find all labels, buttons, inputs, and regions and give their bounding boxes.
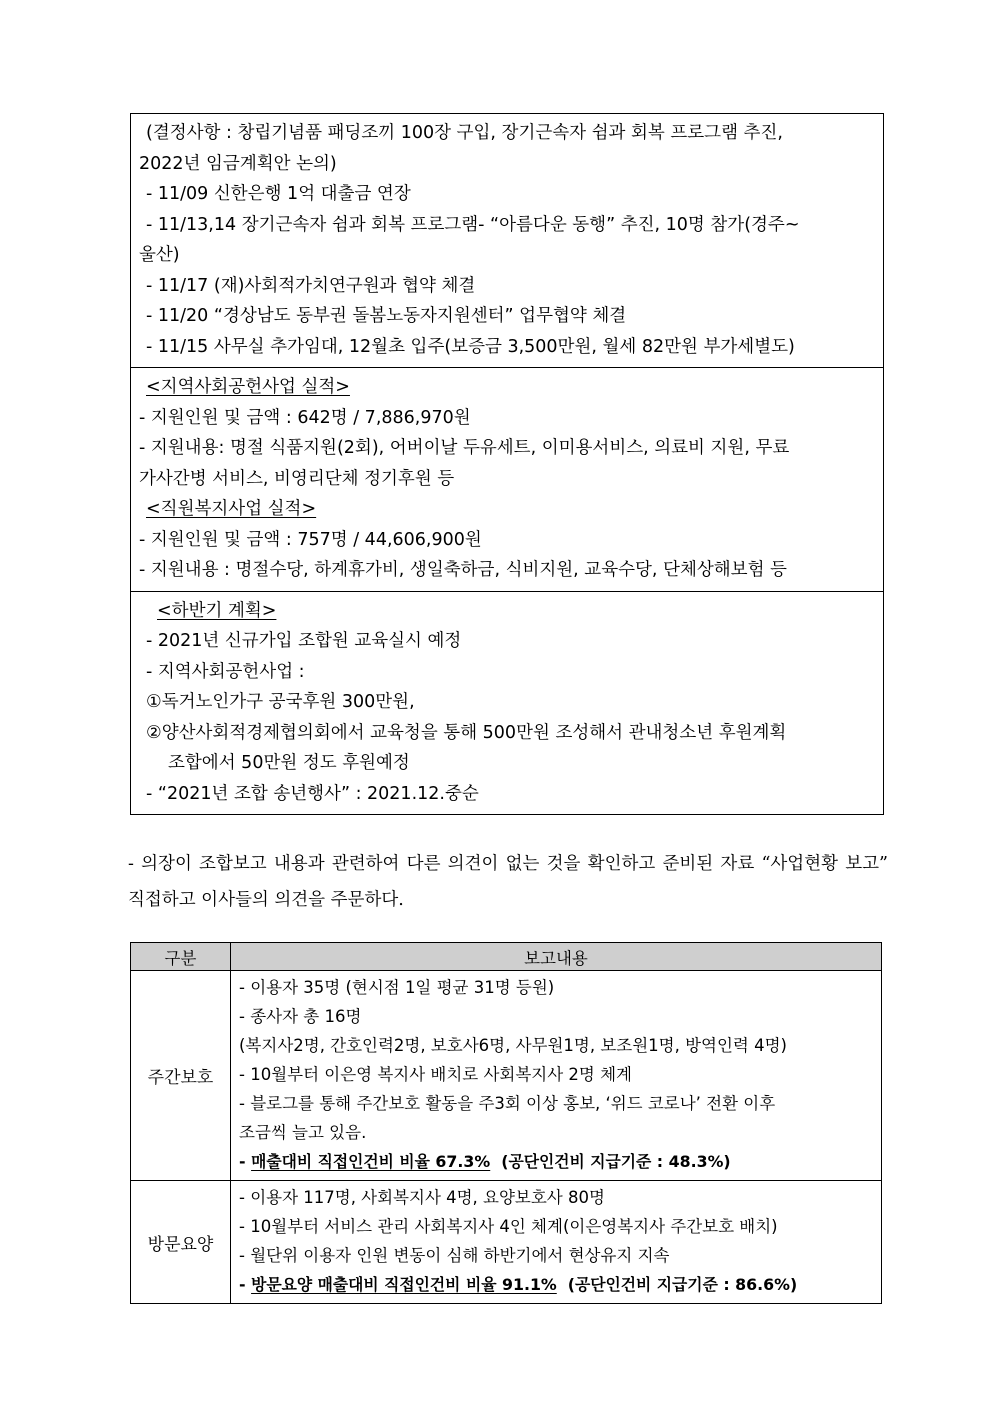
decision-line: - 11/13,14 장기근속자 쉼과 회복 프로그램- “아름다운 동행” 추진, 10명 참가(경주~ xyxy=(146,214,800,235)
community-line: - 지원인원 및 금액 : 642명 / 7,886,970원 xyxy=(139,407,471,428)
plan-line: 조합에서 50만원 정도 후원예정 xyxy=(168,753,410,773)
decision-line: - 11/15 사무실 추가임대, 12월초 입주(보증금 3,500만원, 월세 82만원 부가세별도) xyxy=(146,336,795,357)
header-content: 보고내용 xyxy=(231,943,882,971)
plan-line: - 지역사회공헌사업 : xyxy=(146,661,305,682)
labor-cost-ratio: 방문요양 매출대비 직접인건비 비율 91.1% xyxy=(251,1275,557,1294)
labor-cost-ratio: 매출대비 직접인건비 비율 67.3% xyxy=(251,1152,491,1171)
decision-line: - 11/20 “경상남도 동부권 돌봄노동자지원센터” 업무협약 체결 xyxy=(146,306,627,326)
decisions-section xyxy=(131,114,883,368)
plan-line: - “2021년 조합 송년행사” : 2021.12.중순 xyxy=(146,783,479,804)
category-cell: 주간보호 xyxy=(131,971,231,1181)
labor-cost-standard: (공단인건비 지급기준 : 48.3%) xyxy=(501,1152,731,1171)
plan-section xyxy=(131,592,883,815)
decision-line: 울산) xyxy=(139,245,180,265)
labor-cost-standard: (공단인건비 지급기준 : 86.6%) xyxy=(567,1275,798,1294)
table-row xyxy=(131,971,882,1181)
welfare-line: - 지원내용 : 명절수당, 하계휴가비, 생일축하금, 식비지원, 교육수당, 단체상해보험 등 xyxy=(139,560,787,580)
plan-line: ②양산사회적경제협의회에서 교육청을 통해 500만원 조성해서 관내청소년 후원계획 xyxy=(146,722,787,743)
performance-section xyxy=(131,368,883,592)
category-cell: 방문요양 xyxy=(131,1181,231,1304)
business-report-box xyxy=(130,113,884,815)
table-header-row xyxy=(131,943,882,971)
chair-paragraph: - 의장이 조합보고 내용과 관련하여 다른 의견이 없는 것을 확인하고 준비된 자료 “사업현황 보고” 직접하고 이사들의 의견을 주문하다. xyxy=(128,854,888,910)
welfare-line: - 지원인원 및 금액 : 757명 / 44,606,900원 xyxy=(139,529,482,550)
content-cell xyxy=(231,971,882,1181)
decision-line: - 11/17 (재)사회적가치연구원과 협약 체결 xyxy=(146,275,476,296)
report-line: - 월단위 이용자 인원 변동이 심해 하반기에서 현상유지 지속 xyxy=(239,1246,670,1265)
community-line: - 지원내용: 명절 식품지원(2회), 어버이날 두유세트, 이미용서비스, 의료비 지원, 무료 xyxy=(139,438,790,458)
decision-line: 2022년 임금계획안 논의) xyxy=(139,153,337,174)
report-line: - 이용자 117명, 사회복지사 4명, 요양보호사 80명 xyxy=(239,1188,605,1207)
report-line: 조금씩 늘고 있음. xyxy=(239,1123,367,1142)
community-heading: <지역사회공헌사업 실적> xyxy=(146,377,350,397)
report-table xyxy=(130,942,882,1304)
header-category: 구분 xyxy=(131,943,231,971)
report-line: - 이용자 35명 (현시점 1일 평균 31명 등원) xyxy=(239,978,555,997)
report-line: - 종사자 총 16명 xyxy=(239,1007,362,1026)
table-row xyxy=(131,1181,882,1304)
decision-line: (결정사항 : 창립기념품 패딩조끼 100장 구입, 장기근속자 쉼과 회복 프로그램 추진, xyxy=(146,123,783,143)
report-line: - 블로그를 통해 주간보호 활동을 주3회 이상 홍보, ‘위드 코로나’ 전환 이후 xyxy=(239,1094,776,1113)
labor-cost-ratio-line: - 방문요양 매출대비 직접인건비 비율 91.1% (공단인건비 지급기준 : 86.6%) xyxy=(239,1275,798,1294)
labor-cost-ratio-line: - 매출대비 직접인건비 비율 67.3% (공단인건비 지급기준 : 48.3%) xyxy=(239,1152,731,1171)
decision-line: - 11/09 신한은행 1억 대출금 연장 xyxy=(146,184,411,204)
report-line: - 10월부터 이은영 복지사 배치로 사회복지사 2명 체계 xyxy=(239,1065,632,1084)
plan-line: ①독거노인가구 공국후원 300만원, xyxy=(146,692,415,712)
plan-line: - 2021년 신규가입 조합원 교육실시 예정 xyxy=(146,631,462,651)
welfare-heading: <직원복지사업 실적> xyxy=(146,499,317,519)
community-line: 가사간병 서비스, 비영리단체 정기후원 등 xyxy=(139,468,455,489)
content-cell xyxy=(231,1181,882,1304)
report-line: (복지사2명, 간호인력2명, 보호사6명, 사무원1명, 보조원1명, 방역인력 4명) xyxy=(239,1036,787,1055)
plan-heading: <하반기 계획> xyxy=(157,600,277,621)
report-line: - 10월부터 서비스 관리 사회복지사 4인 체계(이은영복지사 주간보호 배치) xyxy=(239,1217,778,1236)
